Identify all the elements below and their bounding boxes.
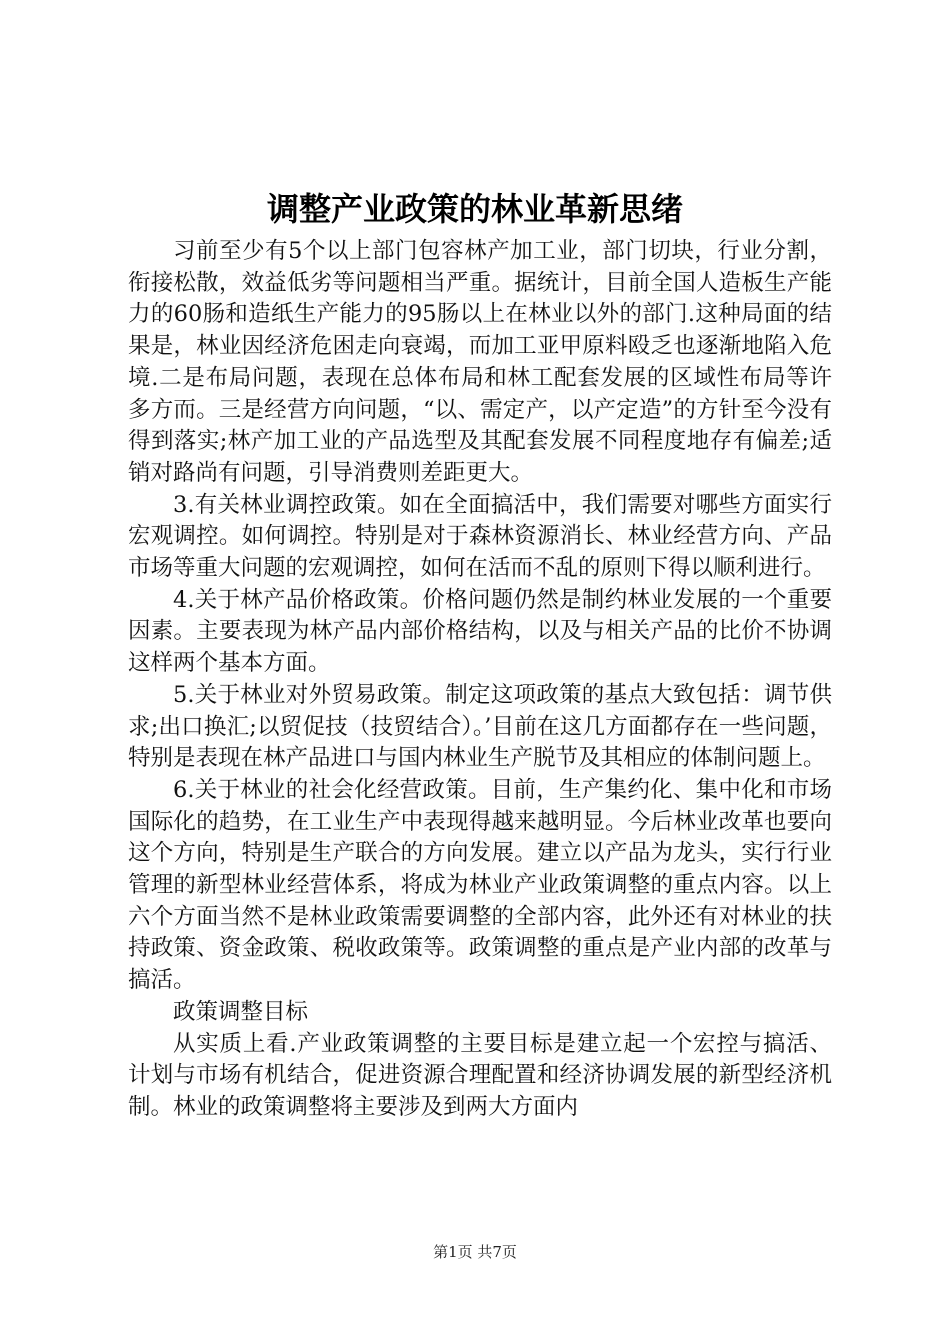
paragraph: 3.有关林业调控政策。如在全面搞活中，我们需要对哪些方面实行宏观调控。如何调控。特别是对于森林资源消长、林业经营方向、产品市场等重大问题的宏观调控，如何在活而不乱的原则下得以顺利进行。	[128, 491, 832, 582]
paragraph: 4.关于林产品价格政策。价格问题仍然是制约林业发展的一个重要因素。主要表现为林产品内部价格结构，以及与相关产品的比价不协调这样两个基本方面。	[128, 586, 832, 677]
paragraph: 6.关于林业的社会化经营政策。目前，生产集约化、集中化和市场国际化的趋势，在工业生产中表现得越来越明显。今后林业改革也要向这个方向，特别是生产联合的方向发展。建立以产品为龙头，实行行业管理的新型林业经营体系，将成为林业产业政策调整的重点内容。以上六个方面当然不是林业政策需要调整的全部内容，此外还有对林业的扶持政策、资金政策、税收政策等。政策调整的重点是产业内部的改革与搞活。	[128, 776, 832, 994]
paragraph: 从实质上看.产业政策调整的主要目标是建立起一个宏控与搞活、计划与市场有机结合，促进资源合理配置和经济协调发展的新型经济机制。林业的政策调整将主要涉及到两大方面内	[128, 1030, 832, 1120]
section-heading: 政策调整目标	[173, 998, 309, 1025]
paragraph: 习前至少有5个以上部门包容林产加工业，部门切块，行业分割，衔接松散，效益低劣等问题相当严重。据统计，目前全国人造板生产能力的60肠和造纸生产能力的95肠以上在林业以外的部门.这种局面的结果是，林业因经济危困走向衰竭，而加工亚甲原料殴乏也逐渐地陷入危境.二是布局问题，表现在总体布局和林工配套发展的区域性布局等许多方而。三是经营方向问题，“以、需定产，以产定造”的方针至今没有得到落实;林产加工业的产品选型及其配套发展不同程度地存有偏差;适销对路尚有问题，引导消费则差距更大。	[128, 238, 832, 486]
document-title: 调整产业政策的林业革新思绪	[266, 190, 683, 228]
document-body	[128, 236, 832, 1124]
paragraph: 5.关于林业对外贸易政策。制定这项政策的基点大致包括：调节供求;出口换汇;以贸促技（技贸结合）。’目前在这几方面都存在一些问题，特别是表现在林产品进口与国内林业生产脱节及其相应的体制问题上。	[128, 681, 832, 772]
page-footer: 第1页 共7页	[433, 1243, 517, 1261]
